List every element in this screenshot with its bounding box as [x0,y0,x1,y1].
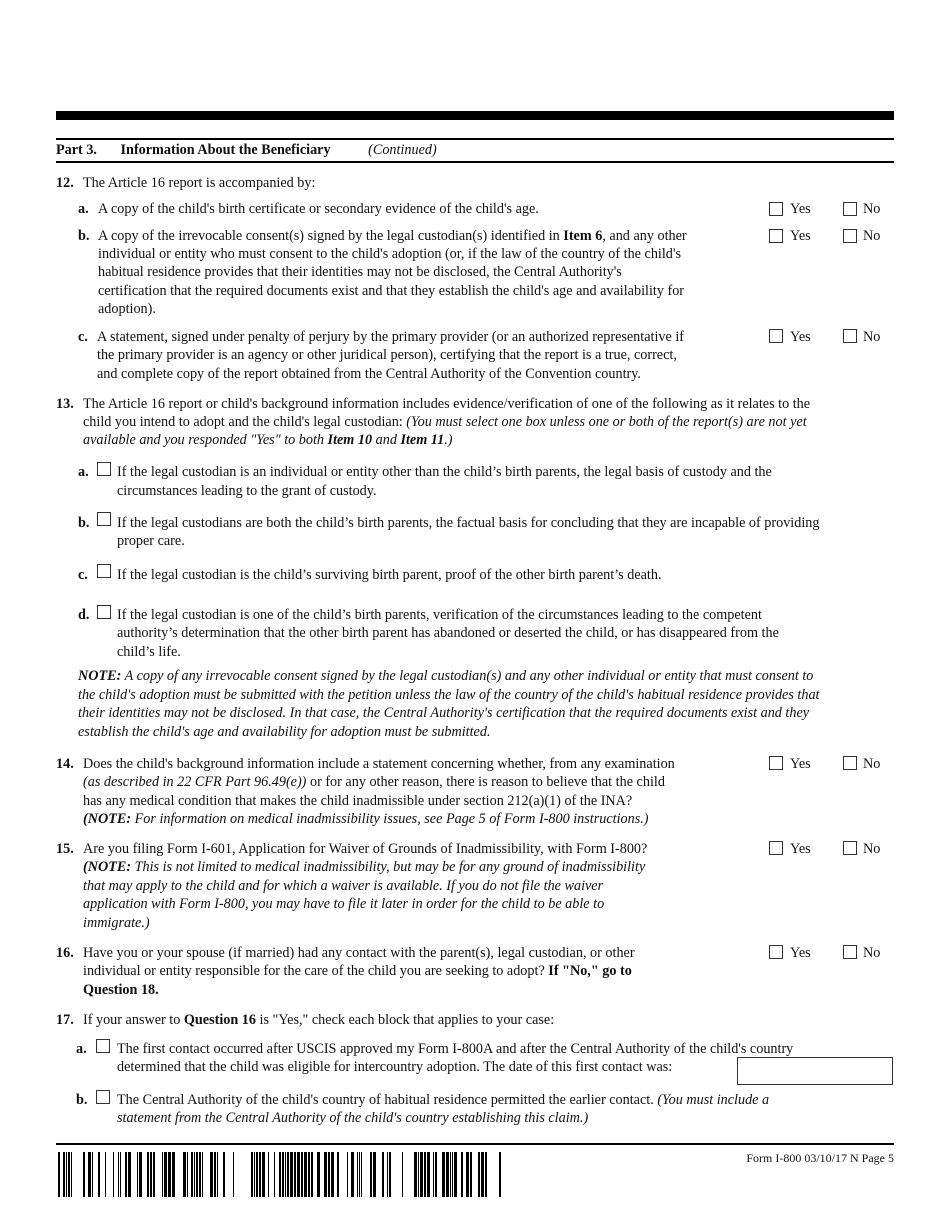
q12c-no-label: No [863,329,881,345]
q15-yes-label: Yes [790,841,811,857]
barcode-bar [359,1152,360,1197]
q17a-checkbox[interactable] [96,1039,110,1053]
header-rule-top [56,138,894,140]
q13-note-label: NOTE: [78,668,122,684]
barcode-bar [285,1152,286,1197]
barcode-bar [118,1152,119,1197]
barcode-bar [191,1152,193,1197]
q13a-letter: a. [78,464,89,480]
q14-line4 [83,810,649,829]
barcode-bar [259,1152,261,1197]
q12a-no-checkbox[interactable] [843,202,857,216]
part-number: Part 3. [56,142,97,158]
barcode-bar [183,1152,186,1197]
barcode-bar [279,1152,281,1197]
q12b-line1 [98,227,687,246]
q12b-line3: habitual residence provides that their identities may not be disclosed, the Central Authority's [98,264,622,280]
barcode-bar [331,1152,334,1197]
barcode-bar [68,1152,70,1197]
q13d-line3: child’s life. [117,644,181,660]
barcode-bar [427,1152,430,1197]
barcode-bar [328,1152,330,1197]
barcode-bar [308,1152,310,1197]
barcode-bar [164,1152,167,1197]
barcode-bar [147,1152,149,1197]
q17a-line1: The first contact occurred after USCIS approved my Form I-800A and after the Central Authority of the child's country [117,1041,794,1057]
barcode-bar [199,1152,201,1197]
q12b-yes-checkbox[interactable] [769,229,783,243]
q12b-line4: certification that the required documents exist and that they establish the child's age and availability for [98,283,685,299]
barcode-bar [262,1152,265,1197]
q16-no-label: No [863,945,881,961]
q13-line3-and: and [372,432,401,448]
q15-no-label: No [863,841,881,857]
q12c-no-checkbox[interactable] [843,329,857,343]
q16-line1: Have you or your spouse (if married) had any contact with the parent(s), legal custodian, or other [83,945,635,961]
q17a-line2: determined that the child was eligible for intercountry adoption. The date of this first contact was: [117,1059,673,1075]
barcode-bar [71,1152,72,1197]
q13a-checkbox[interactable] [97,462,111,476]
q14-note-label: (NOTE: [83,811,132,827]
barcode-bar [125,1152,127,1197]
barcode-bar [92,1152,93,1197]
barcode-bar [466,1152,469,1197]
q15-line1: Are you filing Form I-601, Application for Waiver of Grounds of Inadmissibility, with Form I-800? [83,841,648,857]
q12c-yes-checkbox[interactable] [769,329,783,343]
barcode-bar [256,1152,258,1197]
q16-line2-text: individual or entity responsible for the care of the child you are seeking to adopt? [83,963,549,979]
q14-line2-text: or for any other reason, there is reason to believe that the child [306,774,665,790]
q16-skip-target: Question 18. [83,982,159,998]
q15-line4: application with Form I-800, you may have to file it later in order for the child to be able to [83,896,605,912]
barcode-bar [187,1152,188,1197]
part-title: Information About the Beneficiary [120,142,331,158]
q12-number: 12. [56,175,74,191]
barcode-bar [128,1152,131,1197]
barcode-bar [63,1152,65,1197]
q15-note-label: (NOTE: [83,859,132,875]
first-contact-date-field[interactable] [737,1057,893,1085]
q15-number: 15. [56,841,74,857]
barcode-bar [202,1152,203,1197]
q13-note-line1 [78,667,813,686]
q12b-line1-end: , and any other [602,228,687,244]
q12a-no-label: No [863,201,881,217]
barcode-bar [105,1152,106,1197]
q15-yes-checkbox[interactable] [769,841,783,855]
q16-line2 [83,962,632,981]
barcode-bar [478,1152,480,1197]
barcode-bar [194,1152,195,1197]
q14-no-checkbox[interactable] [843,756,857,770]
q13-line3-end: .) [444,432,453,448]
barcode-bar [83,1152,85,1197]
q17b-line1-text: The Central Authority of the child's country of habitual residence permitted the earlier contact. [117,1092,658,1108]
barcode-bar [153,1152,155,1197]
q13c-letter: c. [78,567,88,583]
q15-line2 [83,858,645,877]
q12b-no-label: No [863,228,881,244]
top-rule [56,111,894,120]
barcode-bar [450,1152,451,1197]
q14-line3: has any medical condition that makes the child inadmissible under section 212(a)(1) of the INA? [83,793,633,809]
header-rule-bottom [56,161,894,163]
barcode-bar [162,1152,163,1197]
barcode-bar [254,1152,255,1197]
q14-line2 [83,773,665,792]
q16-line3 [83,981,159,1000]
q12c-yes-label: Yes [790,329,811,345]
q13c-checkbox[interactable] [97,564,111,578]
barcode-bar [120,1152,121,1197]
q17a-letter: a. [76,1041,87,1057]
q16-yes-checkbox[interactable] [769,945,783,959]
barcode-bar [387,1152,388,1197]
barcode-bar [168,1152,171,1197]
barcode-bar [499,1152,501,1197]
barcode-bar [414,1152,417,1197]
q14-line1: Does the child's background information include a statement concerning whether, from any examination [83,756,675,772]
barcode-bar [433,1152,434,1197]
q15-line5: immigrate.) [83,915,150,931]
barcode-bar [137,1152,138,1197]
q12c-line1: A statement, signed under penalty of perjury by the primary provider (or an authorized representative if [97,329,685,345]
barcode-bar [324,1152,327,1197]
q12b-letter: b. [78,228,90,244]
barcode-bar [418,1152,419,1197]
q17b-line2: statement from the Central Authority of the child's country establishing this claim.) [117,1110,589,1126]
q13-note-line3: their identities may not be disclosed. In that case, the Central Authority's certification that the required documents exist and they [78,705,810,721]
barcode-bar [294,1152,296,1197]
q15-note-text: This is not limited to medical inadmissibility, but may be for any ground of inadmissibility [131,859,646,875]
barcode-bar [98,1152,100,1197]
barcode-bar [88,1152,91,1197]
q13b-checkbox[interactable] [97,512,111,526]
q14-note-text: For information on medical inadmissibility issues, see Page 5 of Form I-800 instructions.) [131,811,649,827]
q13b-line2: proper care. [117,533,185,549]
q13-note-line1-text: A copy of any irrevocable consent signed by the legal custodian(s) and any other individual or entity that must consent to [121,668,814,684]
q12c-line2: the primary provider is an agency or other juridical person), certifying that the report is a true, correct, [97,347,677,363]
barcode-bar [287,1152,289,1197]
barcode-bar [357,1152,358,1197]
q13-line2 [83,413,807,432]
q12b-line5: adoption). [98,301,156,317]
q16-no-checkbox[interactable] [843,945,857,959]
footer-rule [56,1143,894,1145]
q12b-item6: Item 6 [563,228,603,244]
q12a-letter: a. [78,201,89,217]
barcode-bar [113,1152,114,1197]
barcode-bar [139,1152,142,1197]
barcode-bar [461,1152,463,1197]
q13c-line1: If the legal custodian is the child’s surviving birth parent, proof of the other birth parent’s death. [117,567,662,583]
barcode-bar [424,1152,426,1197]
q13d-letter: d. [78,607,90,623]
q13-note-line2: the child's adoption must be submitted with the petition unless the law of the country of the child's habitual residence provides that [78,687,820,703]
q15-no-checkbox[interactable] [843,841,857,855]
q16-skip-instruction: If "No," go to [548,963,632,979]
part-header [56,141,437,160]
q12-text: The Article 16 report is accompanied by: [83,175,316,191]
barcode-icon [58,1152,502,1197]
q17b-line1 [117,1091,769,1110]
barcode-bar [446,1152,449,1197]
q13-line2-italic: (You must select one box unless one or both of the report(s) are not yet [406,414,807,430]
q17-number: 17. [56,1012,74,1028]
barcode-bar [351,1152,354,1197]
q12a-text: A copy of the child's birth certificate or secondary evidence of the child's age. [98,201,539,217]
q12b-no-checkbox[interactable] [843,229,857,243]
barcode-bar [196,1152,198,1197]
barcode-bar [442,1152,445,1197]
q17-line1-end: is "Yes," check each block that applies to your case: [256,1012,555,1028]
q17b-checkbox[interactable] [96,1090,110,1104]
q13a-line2: circumstances leading to the grant of custody. [117,483,377,499]
barcode-bar [389,1152,391,1197]
q14-cfr-ref: (as described in 22 CFR Part 96.49(e)) [83,774,307,790]
barcode-bar [297,1152,300,1197]
barcode-bar [304,1152,307,1197]
q13b-line1: If the legal custodians are both the child’s birth parents, the factual basis for concluding that they are incapable of providing [117,515,820,531]
barcode-bar [217,1152,218,1197]
q13b-letter: b. [78,515,90,531]
q12b-yes-label: Yes [790,228,811,244]
barcode-bar [233,1152,234,1197]
q14-number: 14. [56,756,74,772]
q13-item11: Item 11 [400,432,445,448]
q12b-line2: individual or entity who must consent to the child's adoption (or, if the law of the country of the child's [98,246,681,262]
barcode-bar [420,1152,423,1197]
barcode-bar [402,1152,403,1197]
barcode-bar [214,1152,216,1197]
barcode-bar [268,1152,269,1197]
barcode-bar [274,1152,275,1197]
q13a-line1: If the legal custodian is an individual or entity other than the child’s birth parents, the legal basis of custody and the [117,464,772,480]
barcode-bar [435,1152,437,1197]
barcode-bar [317,1152,320,1197]
q17b-line1-italic: (You must include a [657,1092,770,1108]
q13-line2-text: child you intend to adopt and the child's legal custodian: [83,414,407,430]
barcode-bar [282,1152,284,1197]
q13-line3 [83,431,452,450]
q14-yes-label: Yes [790,756,811,772]
q16-number: 16. [56,945,74,961]
barcode-bar [361,1152,362,1197]
q16-yes-label: Yes [790,945,811,961]
barcode-bar [485,1152,487,1197]
q13d-checkbox[interactable] [97,605,111,619]
barcode-bar [58,1152,60,1197]
q17-line1 [83,1011,554,1030]
barcode-bar [370,1152,372,1197]
q12b-line1-text: A copy of the irrevocable consent(s) signed by the legal custodian(s) identified in [98,228,564,244]
q15-line3: that may apply to the child and for which a waiver is available. If you do not file the waiver [83,878,604,894]
q17-line1-text: If your answer to [83,1012,184,1028]
q14-no-label: No [863,756,881,772]
q12c-line3: and complete copy of the report obtained from the Central Authority of the Convention country. [97,366,641,382]
q13-line3-text: available and you responded "Yes" to both [83,432,328,448]
barcode-bar [382,1152,384,1197]
barcode-bar [454,1152,457,1197]
barcode-bar [172,1152,175,1197]
form-id-footer: Form I-800 03/10/17 N Page 5 [746,1151,894,1165]
q17b-letter: b. [76,1092,88,1108]
q13-note-line4: establish the child's age and availability for adoption must be submitted. [78,724,491,740]
q14-yes-checkbox[interactable] [769,756,783,770]
barcode-bar [470,1152,472,1197]
barcode-bar [301,1152,303,1197]
q13d-line1: If the legal custodian is one of the child’s birth parents, verification of the circumstances leading to the competent [117,607,762,623]
barcode-bar [210,1152,213,1197]
barcode-bar [223,1152,225,1197]
barcode-bar [337,1152,339,1197]
barcode-bar [251,1152,253,1197]
q17-question16-ref: Question 16 [183,1012,256,1028]
barcode-bar [481,1152,484,1197]
barcode-bar [150,1152,152,1197]
q13-line1: The Article 16 report or child's background information includes evidence/verification of one of the following as it relates to the [83,396,811,412]
barcode-bar [311,1152,313,1197]
barcode-bar [452,1152,453,1197]
barcode-bar [66,1152,67,1197]
barcode-bar [347,1152,348,1197]
q12c-letter: c. [78,329,88,345]
q13-item10: Item 10 [327,432,373,448]
part-continued: (Continued) [368,142,437,158]
barcode-bar [290,1152,293,1197]
q12a-yes-checkbox[interactable] [769,202,783,216]
barcode-bar [373,1152,376,1197]
q13d-line2: authority’s determination that the other birth parent has abandoned or deserted the child, or has disappeared from the [117,625,779,641]
q12a-yes-label: Yes [790,201,811,217]
q13-number: 13. [56,396,74,412]
